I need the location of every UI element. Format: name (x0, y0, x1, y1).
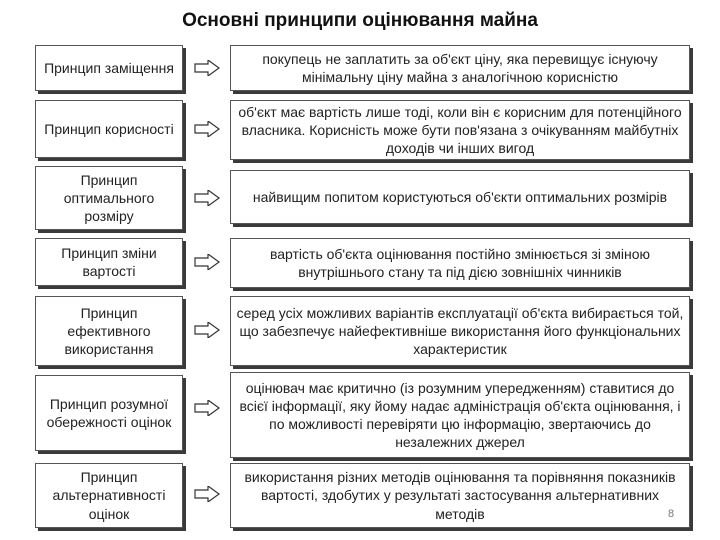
page-title: Основні принципи оцінювання майна (182, 10, 538, 31)
page-number: 8 (668, 508, 675, 520)
principle-box-effective-use: Принцип ефективного використання (35, 296, 183, 366)
description-box-substitution: покупець не заплатить за об'єкт ціну, яка перевищує існуючу мінімальну ціну майна з аналогічною корисністю (230, 45, 690, 91)
description-box-alternative: використання різних методів оцінювання та порівняння показників вартості, здобутих у результаті застосування альтернативних методів (230, 463, 690, 528)
principle-box-substitution: Принцип заміщення (35, 45, 183, 91)
principle-box-alternative: Принцип альтернативності оцінок (35, 463, 183, 528)
principle-box-optimal-size: Принцип оптимального розміру (35, 166, 183, 230)
description-box-prudence: оцінювач має критично (із розумним упередженням) ставитися до всієї інформації, яку йому надає адміністрація об'єкта оцінювання, і по можливості перевіряти цю інформацію, звертаючись до незалежних джерел (230, 372, 690, 458)
arrow-icon (194, 190, 220, 206)
principle-box-value-change: Принцип зміни вартості (35, 238, 183, 286)
arrow-icon (194, 254, 220, 270)
principle-box-prudence: Принцип розумної обережності оцінок (35, 375, 183, 451)
arrow-icon (194, 400, 220, 416)
arrow-icon (194, 60, 220, 76)
arrow-icon (194, 322, 220, 338)
arrow-icon (194, 121, 220, 137)
principle-box-utility: Принцип корисності (35, 100, 183, 158)
description-box-effective-use: серед усіх можливих варіантів експлуатації об'єкта вибирається той, що забезпечує найефективніше використання його функціональних характеристик (230, 296, 690, 366)
description-box-optimal-size: найвищим попитом користуються об'єкти оптимальних розмірів (230, 170, 690, 224)
arrow-icon (194, 486, 220, 502)
description-box-utility: об'єкт має вартість лише тоді, коли він є корисним для потенційного власника. Корисність може бути пов'язана з очікуванням майбутніх доходів чи інших вигод (230, 100, 690, 160)
description-box-value-change: вартість об'єкта оцінювання постійно змінюється зі зміною внутрішнього стану та під дією зовнішніх чинників (230, 238, 690, 288)
